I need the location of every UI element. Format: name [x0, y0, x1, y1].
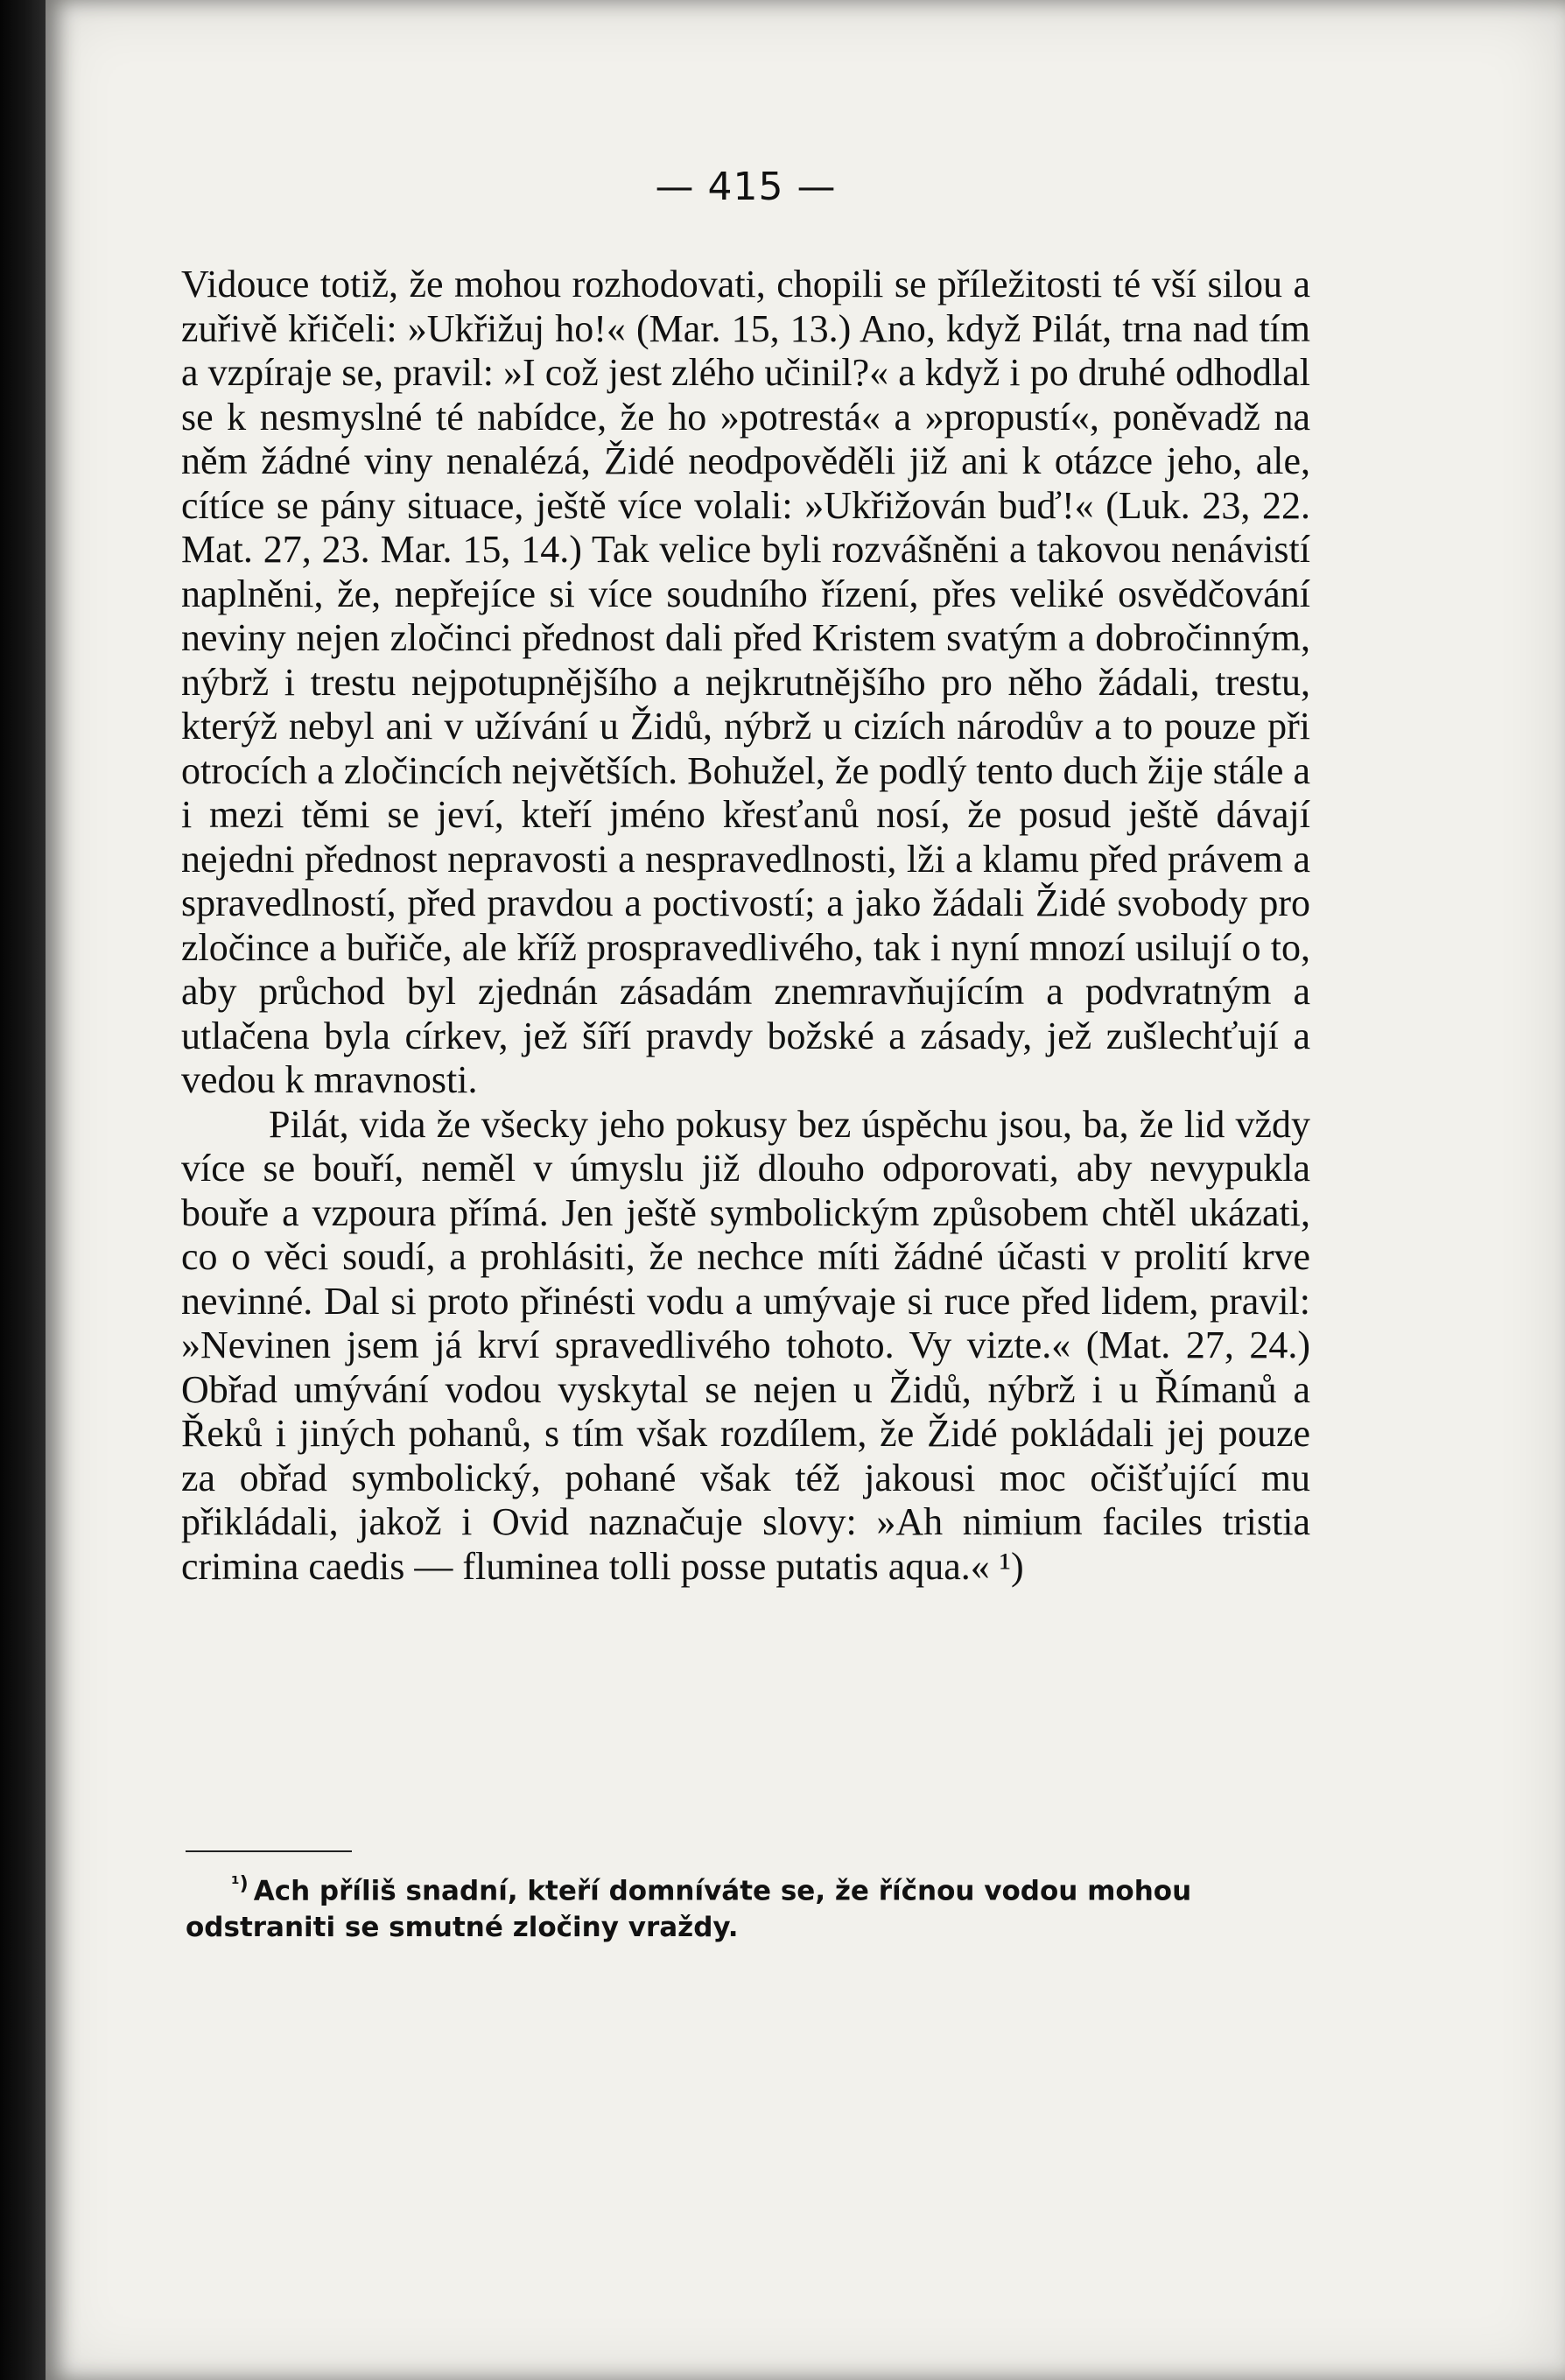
footnote-text: Ach příliš snadní, kteří domníváte se, že říčnou vodou mohou odstraniti se smutné zločiny vraždy.: [186, 1875, 1192, 1944]
paragraph-1: Vidouce totiž, že mohou rozhodovati, chopili se příležitosti té vší silou a zuřivě křičeli: »Ukřižuj ho!« (Mar. 15, 13.) Ano, když Pilát, trna nad tím a vzpíraje se, pravil: »I což jest zlého učinil?« a když i po druhé odhodlal se k nesmyslné té nabídce, že ho »potrestá« a »propustí«, poněvadž na něm žádné viny nenalézá, Židé neodpověděli již ani k otázce jeho, ale, cítíce se pány situace, ještě více volali: »Ukřižován buď!« (Luk. 23, 22. Mat. 27, 23. Mar. 15, 14.) Tak velice byli rozvášněni a takovou nenávistí naplněni, že, nepřejíce si více soudního řízení, přes veliké osvědčování neviny nejen zločinci přednost dali před Kristem svatým a dobročinným, nýbrž i trestu nejpotupnějšího a nejkrutnějšího pro něho žádali, trestu, kterýž nebyl ani v užívání u Židů, nýbrž u cizích národův a to pouze při otrocích a zločincích největších. Bohužel, že podlý tento duch žije stále a i mezi těmi se jeví, kteří jméno křesťanů nosí, že posud ještě dávají nejedni přednost nepravosti a nespravedlnosti, lži a klamu před právem a spravedlností, před pravdou a poctivostí; a jako žádali Židé svobody pro zločince a buřiče, ale kříž prospravedlivého, tak i nyní mnozí usilují o to, aby průchod byl zjednán zásadám znemravňujícím a podvratným a utlačena byla církev, jež šíří pravdy božské a zásady, jež zušlechťují a vedou k mravnosti.: [181, 263, 1310, 1101]
footnote: [186, 1866, 1315, 1946]
body-text: [181, 263, 1310, 1589]
footnote-divider: [186, 1850, 352, 1852]
book-page: [46, 0, 1565, 2380]
paragraph-2: Pilát, vida že všecky jeho pokusy bez úspěchu jsou, ba, že lid vždy více se bouří, neměl v úmyslu již dlouho odporovati, aby nevypukla bouře a vzpoura přímá. Jen ještě symbolickým způsobem chtěl ukázati, co o věci soudí, a prohlásiti, že nechce míti žádné účasti v prolití krve nevinné. Dal si proto přinésti vodu a umývaje si ruce před lidem, pravil: »Nevinen jsem já krví spravedlivého tohoto. Vy vizte.« (Mat. 27, 24.) Obřad umývání vodou vyskytal se nejen u Židů, nýbrž i u Římanů a Řeků i jiných pohanů, s tím však rozdílem, že Židé pokládali jej pouze za obřad symbolický, pohané však též jakousi moc očišťující mu přikládali, jakož i Ovid naznačuje slovy: »Ah nimium faciles tristia crimina caedis — fluminea tolli posse putatis aqua.« ¹): [181, 1102, 1310, 1588]
page-number: — 415 —: [655, 165, 837, 209]
book-spine-shadow: [0, 0, 46, 2380]
footnote-marker: ¹): [231, 1873, 249, 1895]
